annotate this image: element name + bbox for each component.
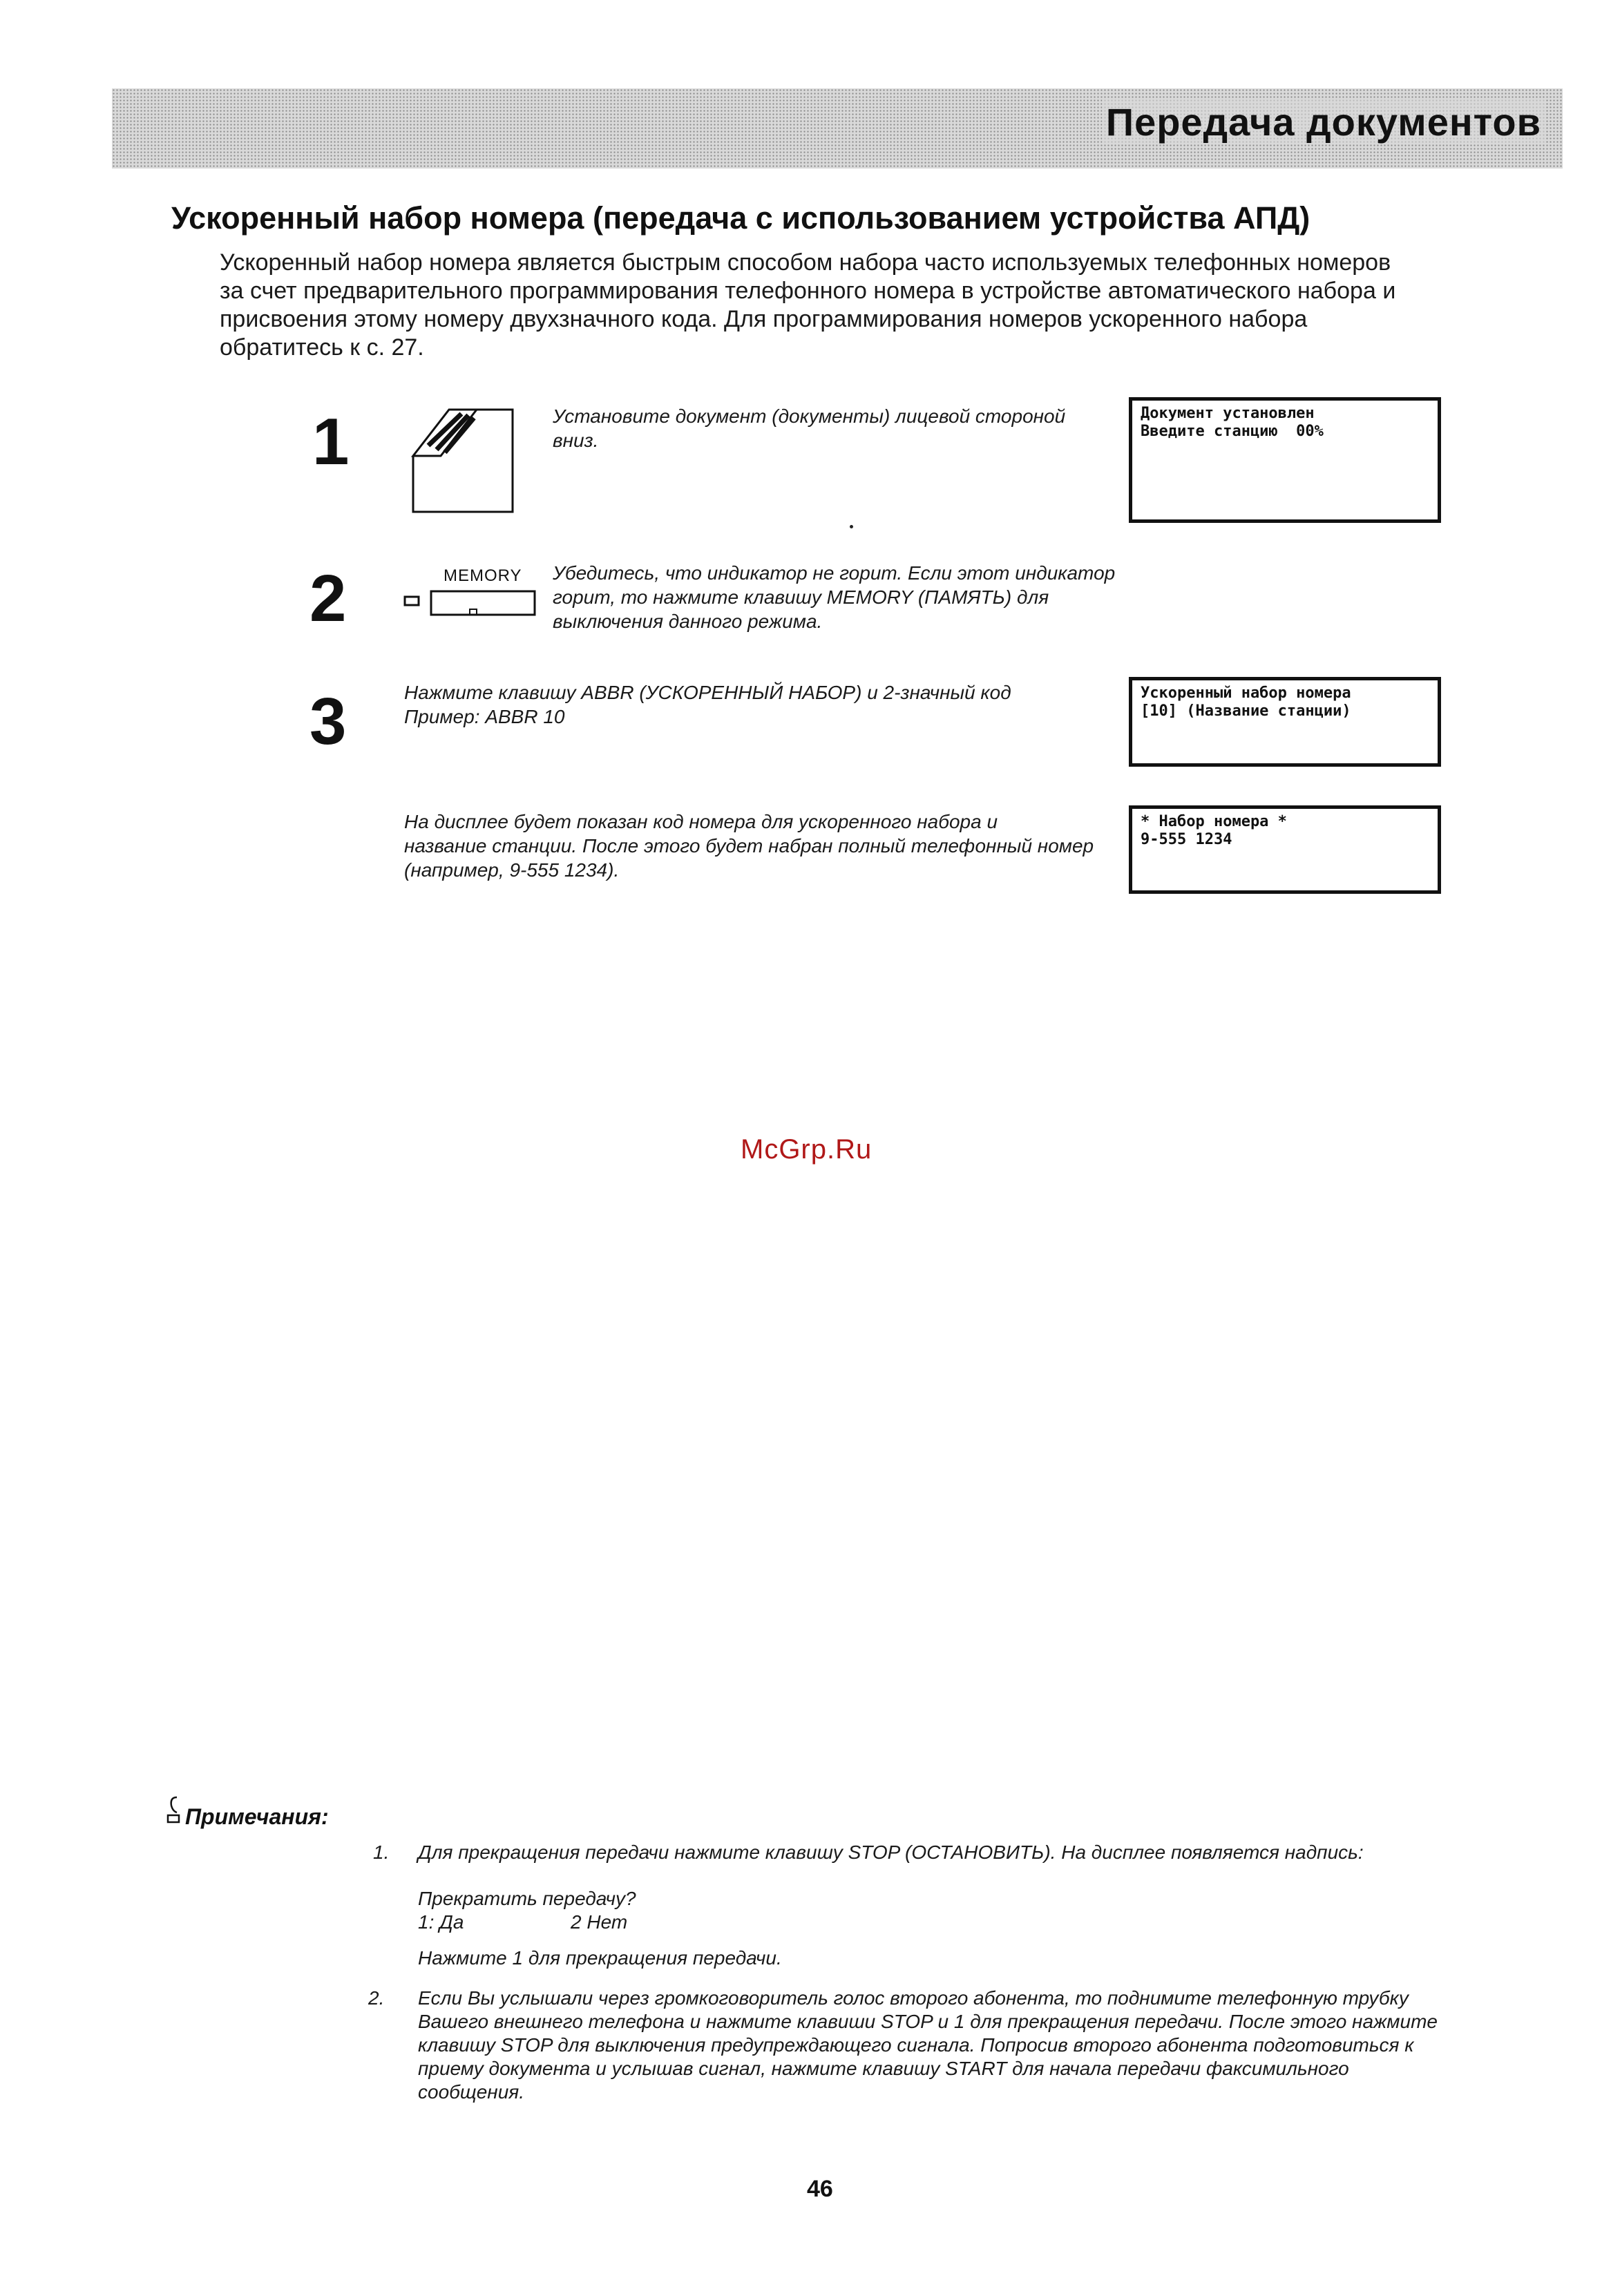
note-1-text: Для прекращения передачи нажмите клавишу STOP (ОСТАНОВИТЬ). На дисплее появляется надпись:: [418, 1841, 1364, 1863]
note-1-number: 1.: [373, 1841, 390, 1863]
step-2-number: 2: [309, 562, 347, 635]
lcd-display-step-3: [1129, 677, 1441, 767]
note-2-line: Вашего внешнего телефона и нажмите клавиши STOP и 1 для прекращения передачи. После этого нажмите: [418, 2011, 1438, 2032]
lcd-display-step-1: [1129, 397, 1441, 523]
document-feed-icon: [408, 404, 518, 518]
step-2-line: выключения данного режима.: [553, 611, 823, 632]
lcd-line: Ускоренный набор номера: [1141, 685, 1351, 702]
lcd-display-dialing: [1129, 805, 1441, 894]
step-3-result-line: На дисплее будет показан код номера для ускоренного набора и: [404, 811, 998, 832]
note-1-prompt: Прекратить передачу?: [418, 1888, 636, 1909]
section-title: Ускоренный набор номера (передача с использованием устройства АПД): [171, 200, 1310, 236]
lcd-line: [10] (Название станции): [1141, 702, 1351, 720]
note-1-after: Нажмите 1 для прекращения передачи.: [418, 1947, 782, 1969]
watermark: McGrp.Ru: [741, 1134, 873, 1165]
intro-line: за счет предварительного программирования телефонного номера в устройстве автоматического набора и: [220, 278, 1396, 304]
memory-key-icon: [402, 566, 540, 622]
lcd-line: Документ установлен: [1141, 405, 1315, 422]
note-2-line: клавишу STOP для выключения предупреждающего сигнала. Попросив второго абонента подготовиться к: [418, 2034, 1414, 2056]
step-3-result-line: название станции. После этого будет набран полный телефонный номер: [404, 835, 1094, 857]
step-1-line: вниз.: [553, 430, 599, 451]
step-3-line: Пример: ABBR 10: [404, 706, 565, 727]
page-header-title: Передача документов: [1102, 99, 1545, 144]
lcd-line: 9-555 1234: [1141, 831, 1232, 848]
note-2-number: 2.: [368, 1987, 385, 2009]
notes-label: Примечания:: [185, 1804, 329, 1829]
lcd-line: * Набор номера *: [1141, 813, 1287, 830]
intro-line: присвоения этому номеру двухзначного кода. Для программирования номеров ускоренного набора: [220, 306, 1308, 332]
note-1-option-no: 2 Нет: [571, 1911, 628, 1933]
step-3-result-line: (например, 9-555 1234).: [404, 859, 620, 881]
lcd-line: Введите станцию 00%: [1141, 423, 1324, 440]
speck: [850, 525, 853, 528]
intro-paragraph: [220, 249, 1498, 362]
intro-line: обратитесь к с. 27.: [220, 334, 424, 361]
memory-key-label: MEMORY: [444, 566, 522, 585]
step-3-text: [404, 680, 1136, 729]
note-2-line: приему документа и услышав сигнал, нажмите клавишу START для начала передачи факсимильного: [418, 2058, 1349, 2079]
step-1-text: [553, 404, 1078, 452]
note-1-option-yes: 1: Да: [418, 1911, 464, 1933]
step-3-result-text: [404, 810, 1136, 882]
intro-line: Ускоренный набор номера является быстрым способом набора часто используемых телефонных номеров: [220, 249, 1391, 276]
note-pencil-icon: [166, 1795, 184, 1830]
step-3-number: 3: [309, 685, 347, 758]
note-2-line: сообщения.: [418, 2081, 525, 2103]
note-2-line: Если Вы услышали через громкоговоритель голос второго абонента, то поднимите телефонную трубку: [418, 1987, 1409, 2009]
step-1-number: 1: [312, 405, 350, 479]
step-2-line: горит, то нажмите клавишу MEMORY (ПАМЯТЬ) для: [553, 586, 1049, 608]
step-2-text: [553, 561, 1147, 633]
note-2-text: [418, 1987, 1551, 2104]
step-2-line: Убедитесь, что индикатор не горит. Если этот индикатор: [553, 562, 1116, 584]
step-1-line: Установите документ (документы) лицевой стороной: [553, 405, 1066, 427]
step-3-line: Нажмите клавишу ABBR (УСКОРЕННЫЙ НАБОР) и 2-значный код: [404, 682, 1011, 703]
page-number: 46: [807, 2176, 833, 2202]
